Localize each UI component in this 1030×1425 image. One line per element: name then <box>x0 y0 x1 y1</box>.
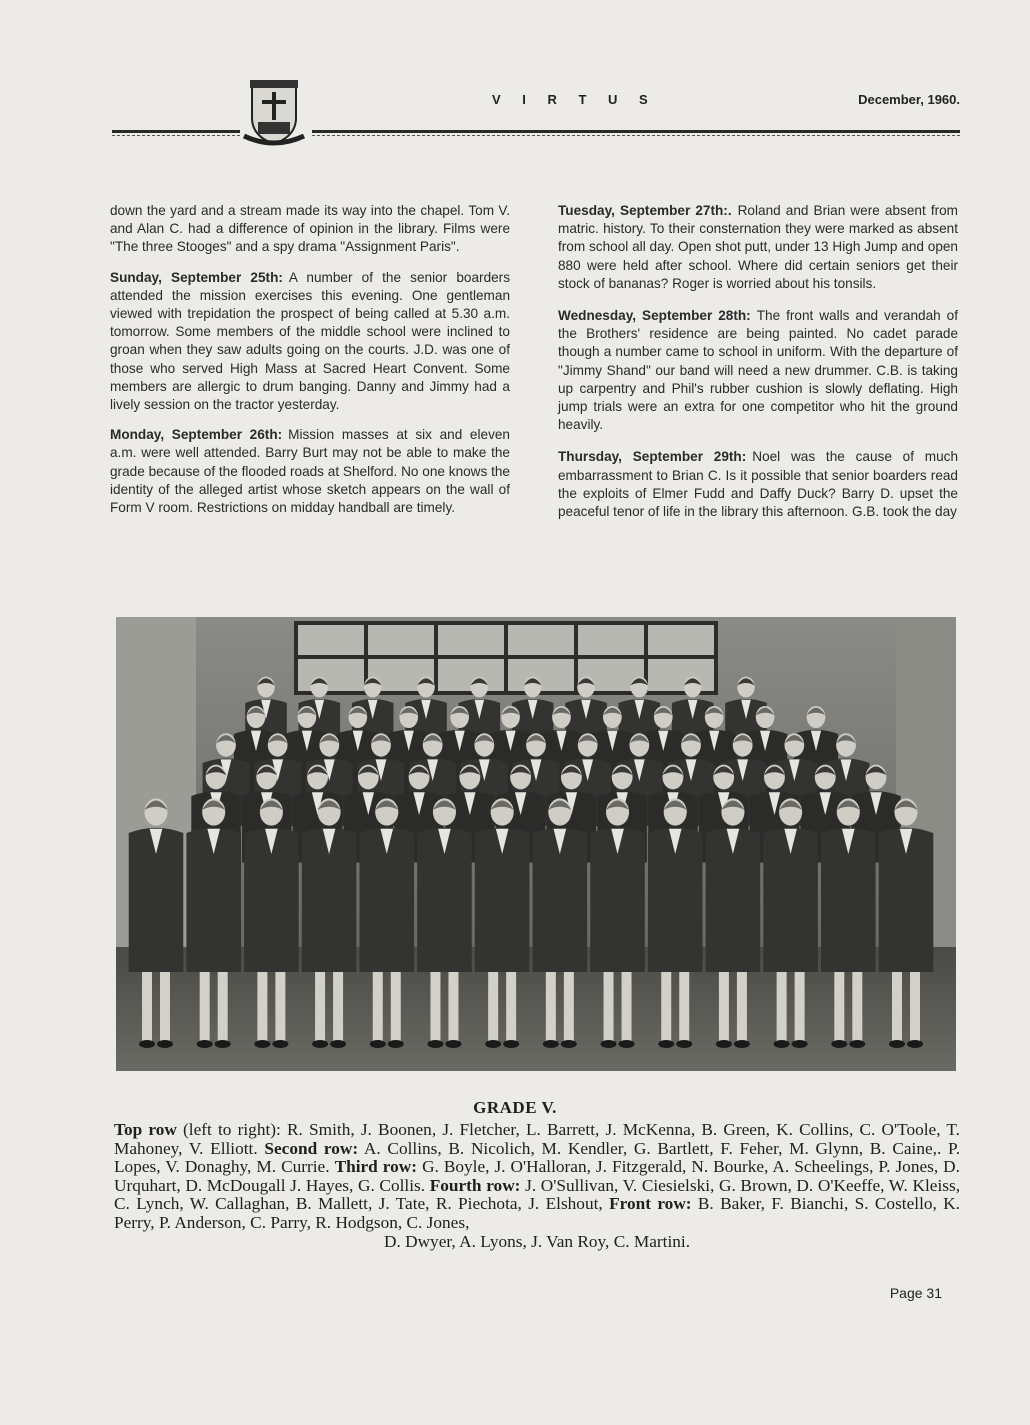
diary-entry <box>110 426 510 517</box>
class-photo-image <box>116 617 956 1071</box>
row-names-fourth: J. O'Sullivan, V. Ciesielski, G. Brown, D. O'Keeffe, W. Kleiss, C. Lynch, W. Callaghan, B. Mallett, J. Tate, R. Piechota, J. Elshout, <box>114 1175 961 1214</box>
header-rule-right <box>312 130 960 133</box>
entry-text: Mission masses at six and eleven a.m. were well attended. Barry Burt may not be able to make the grade because of the flooded roads at Shelford. No one knows the identity of the alleged artist whose sketch appears on the wall of Form V room. Restrictions on midday handball are timely. <box>110 427 510 516</box>
entry-text: The front walls and verandah of the Brothers' residence are being painted. No cadet parade though a number came to school in uniform. With the departure of "Jimmy Shand" our band will need a new drummer. C.B. is taking up carpentry and Phil's rubber cushion is slowly deflating. High jump trials were an extra for one competitor who hit the ground heavily. <box>558 308 958 433</box>
entry-date: Thursday, September 29th: <box>558 449 747 465</box>
header-rule-left <box>112 130 240 133</box>
issue-date: December, 1960. <box>858 92 960 107</box>
row-label-paren: (left to right): <box>183 1120 281 1139</box>
entry-date: Sunday, September 25th: <box>110 269 283 285</box>
row-label-third: Third row: <box>334 1157 418 1177</box>
diary-entry <box>558 202 958 293</box>
entry-text: A number of the senior boarders attended the mission exercises this evening. One gentleman viewed with trepidation the prospect of being called at 5.30 a.m. tomorrow. Some members of the middle school were inclined to groan when they saw adults going on the courts. J.D. was one of those who served High Mass at Sacred Heart Convent. Some members are allergic to drum banging. Danny and Jimmy had a lively session on the tractor yesterday. <box>110 269 511 413</box>
school-crest-icon <box>242 78 306 148</box>
entry-date: Tuesday, September 27th:. <box>558 203 732 218</box>
row-names-front-cont: D. Dwyer, A. Lyons, J. Van Roy, C. Martini. <box>383 1231 691 1251</box>
row-names-front: B. Baker, F. Bianchi, S. Costello, K. Perry, P. Anderson, C. Parry, R. Hodgson, C. Jones, <box>114 1194 960 1232</box>
row-label-second: Second row: <box>264 1138 359 1158</box>
row-label-top: Top row <box>114 1120 177 1139</box>
row-names-top: R. Smith, J. Boonen, J. Fletcher, L. Barrett, J. McKenna, B. Green, K. Collins, C. O'Toole, T. Mahoney, V. Elliott. <box>114 1120 960 1158</box>
row-label-fourth: Fourth row: <box>429 1175 521 1195</box>
class-photo <box>116 617 956 1071</box>
left-column <box>110 202 510 529</box>
page-header <box>112 78 960 148</box>
right-column <box>558 202 958 533</box>
photo-caption <box>114 1121 960 1251</box>
entry-text: Roland and Brian were absent from matric. history. To their consternation they were marked as absent from school all day. Open shot putt, under 13 High Jump and open 880 were held after school. Where did certain seniors get their stock of bananas? Roger is worried about his tonsils. <box>558 203 959 291</box>
diary-entry <box>558 448 958 521</box>
entry-text: down the yard and a stream made its way into the chapel. Tom V. and Alan C. had a difference of opinion in the library. Films were "The three Stooges" and a spy drama "Assignment Paris". <box>110 203 510 255</box>
entry-date: Wednesday, September 28th: <box>558 308 751 324</box>
magazine-title: V I R T U S <box>492 92 657 107</box>
entry-date: Monday, September 26th: <box>110 427 283 443</box>
diary-entry <box>110 202 510 257</box>
page-number: Page 31 <box>889 1285 942 1301</box>
row-label-front: Front row: <box>609 1194 692 1214</box>
entry-text: Noel was the cause of much embarrassment to Brian C. Is it possible that senior boarders read the exploits of Elmer Fudd and Daffy Duck? Barry D. upset the peaceful tenor of life in the library this afternoon. G.B. took the day <box>558 449 959 520</box>
photo-caption-title: GRADE V. <box>473 1098 557 1117</box>
diary-entry <box>110 269 510 415</box>
row-names-second: A. Collins, B. Nicolich, M. Kendler, G. Bartlett, F. Feher, M. Glynn, B. Caine,. P. Lopes, V. Donaghy, M. Currie. <box>114 1138 961 1177</box>
diary-entry <box>558 307 958 434</box>
row-names-third: G. Boyle, J. O'Halloran, J. Fitzgerald, N. Bourke, A. Scheelings, P. Jones, D. Urquhart, D. McDougall J. Hayes, G. Collis. <box>114 1157 960 1195</box>
